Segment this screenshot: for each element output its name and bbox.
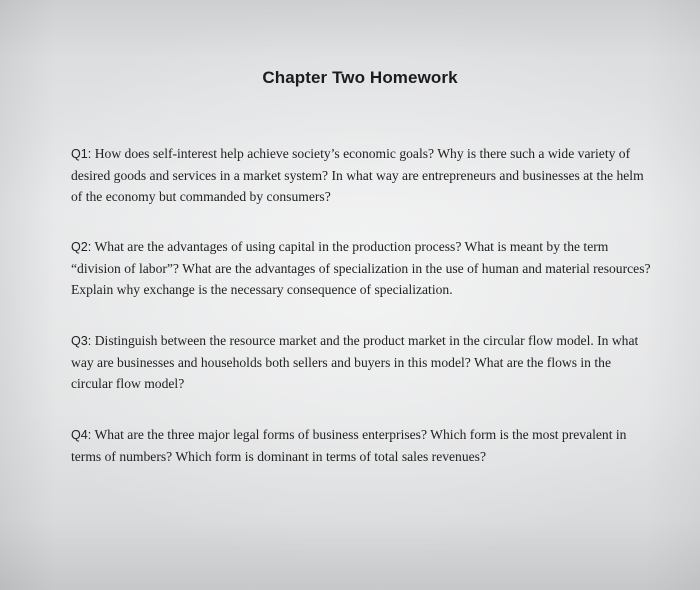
question-1-label: Q1:: [71, 147, 92, 161]
question-4-text: What are the three major legal forms of business enterprises? Which form is the most prevalent in terms of numbers? Which form is dominant in terms of total sales revenues?: [71, 427, 627, 464]
document-title: Chapter Two Homework: [262, 68, 458, 87]
question-2-label: Q2:: [71, 240, 92, 254]
question-2-text: What are the advantages of using capital in the production process? What is meant by the term “division of labor”? What are the advantages of specialization in the use of human and material resources? Explain why exchange is the necessary consequence of specialization.: [71, 239, 651, 297]
question-4-label: Q4:: [71, 428, 92, 442]
question-3-text: Distinguish between the resource market and the product market in the circular flow model. In what way are businesses and households both sellers and buyers in this model? What are the flows in the circular flow model?: [71, 333, 639, 391]
question-4: [71, 424, 651, 467]
question-2: [71, 236, 651, 300]
question-3: [71, 330, 651, 394]
question-1-text: How does self-interest help achieve society’s economic goals? Why is there such a wide variety of desired goods and services in a market system? In what way are entrepreneurs and businesses at the helm of the economy but commanded by consumers?: [71, 146, 644, 204]
question-1: [71, 143, 651, 207]
question-3-label: Q3:: [71, 334, 92, 348]
